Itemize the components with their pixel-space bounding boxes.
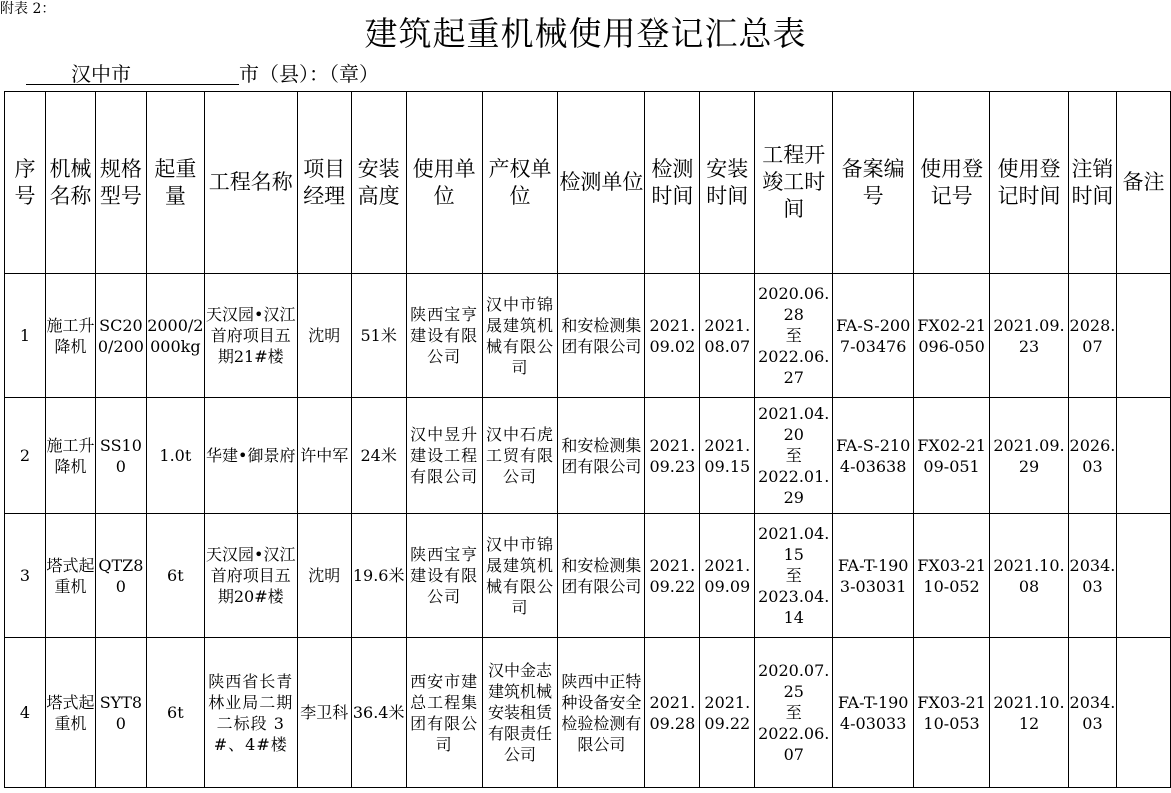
cell-manager: 李卫科 xyxy=(297,638,351,788)
cell-seq: 2 xyxy=(5,398,46,514)
cell-user-unit: 陕西宝亨建设有限公司 xyxy=(406,274,482,398)
cell-cancel-time: 2026.03 xyxy=(1068,398,1116,514)
header-lift-weight: 起重量 xyxy=(146,92,204,274)
page-title: 建筑起重机械使用登记汇总表 xyxy=(364,14,807,53)
header-reg-no: 使用登记号 xyxy=(914,92,990,274)
header-seq: 序号 xyxy=(5,92,46,274)
cell-remark xyxy=(1116,274,1170,398)
work-end: 2022.06.27 xyxy=(758,347,830,387)
cell-inspect-unit: 和安检测集团有限公司 xyxy=(558,398,645,514)
table-header-row xyxy=(5,92,1171,274)
cell-install-time: 2021.09.09 xyxy=(700,514,755,638)
cell-install-time: 2021.08.07 xyxy=(700,274,755,398)
cell-reg-no: FX02-21096-050 xyxy=(914,274,990,398)
cell-manager: 沈明 xyxy=(297,274,351,398)
table-row xyxy=(5,274,1171,398)
city-suffix: 市（县）：（章） xyxy=(239,62,379,86)
cell-model: QTZ80 xyxy=(95,514,146,638)
cell-project-name: 天汉园•汉江首府项目五期20#楼 xyxy=(204,514,297,638)
cell-reg-time: 2021.10.12 xyxy=(990,638,1069,788)
cell-cancel-time: 2034.03 xyxy=(1068,638,1116,788)
cell-inspect-time: 2021.09.28 xyxy=(645,638,700,788)
work-start: 2020.07.25 xyxy=(758,661,830,701)
cell-install-time: 2021.09.15 xyxy=(700,398,755,514)
header-height: 安装高度 xyxy=(351,92,406,274)
cell-cancel-time: 2034.03 xyxy=(1068,514,1116,638)
cell-reg-time: 2021.09.23 xyxy=(990,274,1069,398)
work-start: 2021.04.15 xyxy=(758,524,830,564)
cell-lift-weight: 1.0t xyxy=(146,398,204,514)
cell-model: SC200/200 xyxy=(95,274,146,398)
cell-cancel-time: 2028.07 xyxy=(1068,274,1116,398)
cell-filing-no: FA-T-1904-03033 xyxy=(833,638,914,788)
cell-inspect-unit: 和安检测集团有限公司 xyxy=(558,274,645,398)
cell-inspect-unit: 陕西中正特种设备安全检验检测有限公司 xyxy=(558,638,645,788)
city-name: 汉中市 xyxy=(26,61,239,85)
cell-user-unit: 汉中昱升建设工程有限公司 xyxy=(406,398,482,514)
cell-model: SS100 xyxy=(95,398,146,514)
cell-work-period xyxy=(755,514,833,638)
cell-machine-name: 塔式起重机 xyxy=(45,638,95,788)
cell-install-time: 2021.09.22 xyxy=(700,638,755,788)
cell-remark xyxy=(1116,638,1170,788)
cell-inspect-unit: 和安检测集团有限公司 xyxy=(558,514,645,638)
attachment-label: 附表 2： xyxy=(0,1,56,17)
cell-seq: 1 xyxy=(5,274,46,398)
cell-remark xyxy=(1116,398,1170,514)
cell-reg-no: FX03-2110-052 xyxy=(914,514,990,638)
cell-owner-unit: 汉中金志建筑机械安装租赁有限责任公司 xyxy=(482,638,558,788)
work-to: 至 xyxy=(785,566,802,585)
cell-owner-unit: 汉中石虎工贸有限公司 xyxy=(482,398,558,514)
cell-work-period xyxy=(755,398,833,514)
cell-model: SYT80 xyxy=(95,638,146,788)
cell-machine-name: 施工升降机 xyxy=(45,398,95,514)
cell-inspect-time: 2021.09.02 xyxy=(645,274,700,398)
header-project-name: 工程名称 xyxy=(204,92,297,274)
header-cancel-time: 注销时间 xyxy=(1068,92,1116,274)
cell-reg-time: 2021.09.29 xyxy=(990,398,1069,514)
cell-work-period xyxy=(755,274,833,398)
cell-reg-no: FX03-2110-053 xyxy=(914,638,990,788)
work-end: 2023.04.14 xyxy=(758,587,830,627)
table-row xyxy=(5,398,1171,514)
table-row xyxy=(5,638,1171,788)
cell-inspect-time: 2021.09.23 xyxy=(645,398,700,514)
header-install-time: 安装时间 xyxy=(700,92,755,274)
work-to: 至 xyxy=(785,446,802,465)
cell-seq: 3 xyxy=(5,514,46,638)
cell-user-unit: 陕西宝亨建设有限公司 xyxy=(406,514,482,638)
header-inspect-time: 检测时间 xyxy=(645,92,700,274)
header-owner-unit: 产权单位 xyxy=(482,92,558,274)
cell-manager: 沈明 xyxy=(297,514,351,638)
cell-reg-time: 2021.10.08 xyxy=(990,514,1069,638)
cell-height: 36.4米 xyxy=(351,638,406,788)
cell-filing-no: FA-S-2007-03476 xyxy=(833,274,914,398)
work-to: 至 xyxy=(785,326,802,345)
cell-remark xyxy=(1116,514,1170,638)
cell-filing-no: FA-S-2104-03638 xyxy=(833,398,914,514)
header-machine-name: 机械名称 xyxy=(45,92,95,274)
header-remark: 备注 xyxy=(1116,92,1170,274)
table-row xyxy=(5,514,1171,638)
work-end: 2022.01.29 xyxy=(758,467,830,507)
header-work-period: 工程开竣工时间 xyxy=(755,92,833,274)
cell-owner-unit: 汉中市锦晟建筑机械有限公司 xyxy=(482,274,558,398)
header-user-unit: 使用单位 xyxy=(406,92,482,274)
header-reg-time: 使用登记时间 xyxy=(990,92,1069,274)
cell-project-name: 陕西省长青林业局二期二标段 3#、4#楼 xyxy=(204,638,297,788)
header-inspect-unit: 检测单位 xyxy=(558,92,645,274)
cell-height: 51米 xyxy=(351,274,406,398)
cell-owner-unit: 汉中市锦晟建筑机械有限公司 xyxy=(482,514,558,638)
city-line xyxy=(26,60,379,88)
cell-height: 24米 xyxy=(351,398,406,514)
cell-seq: 4 xyxy=(5,638,46,788)
cell-project-name: 天汉园•汉江首府项目五期21#楼 xyxy=(204,274,297,398)
cell-machine-name: 施工升降机 xyxy=(45,274,95,398)
work-end: 2022.06.07 xyxy=(758,724,830,764)
cell-inspect-time: 2021.09.22 xyxy=(645,514,700,638)
work-start: 2020.06.28 xyxy=(758,284,830,324)
work-start: 2021.04.20 xyxy=(758,404,830,444)
cell-project-name: 华建•御景府 xyxy=(204,398,297,514)
cell-filing-no: FA-T-1903-03031 xyxy=(833,514,914,638)
cell-lift-weight: 2000/2000kg xyxy=(146,274,204,398)
cell-work-period xyxy=(755,638,833,788)
work-to: 至 xyxy=(785,703,802,722)
header-model: 规格型号 xyxy=(95,92,146,274)
cell-manager: 许中军 xyxy=(297,398,351,514)
cell-machine-name: 塔式起重机 xyxy=(45,514,95,638)
cell-reg-no: FX02-2109-051 xyxy=(914,398,990,514)
header-filing-no: 备案编号 xyxy=(833,92,914,274)
registration-table xyxy=(4,91,1171,788)
cell-lift-weight: 6t xyxy=(146,514,204,638)
cell-lift-weight: 6t xyxy=(146,638,204,788)
cell-user-unit: 西安市建总工程集团有限公司 xyxy=(406,638,482,788)
cell-height: 19.6米 xyxy=(351,514,406,638)
header-manager: 项目经理 xyxy=(297,92,351,274)
